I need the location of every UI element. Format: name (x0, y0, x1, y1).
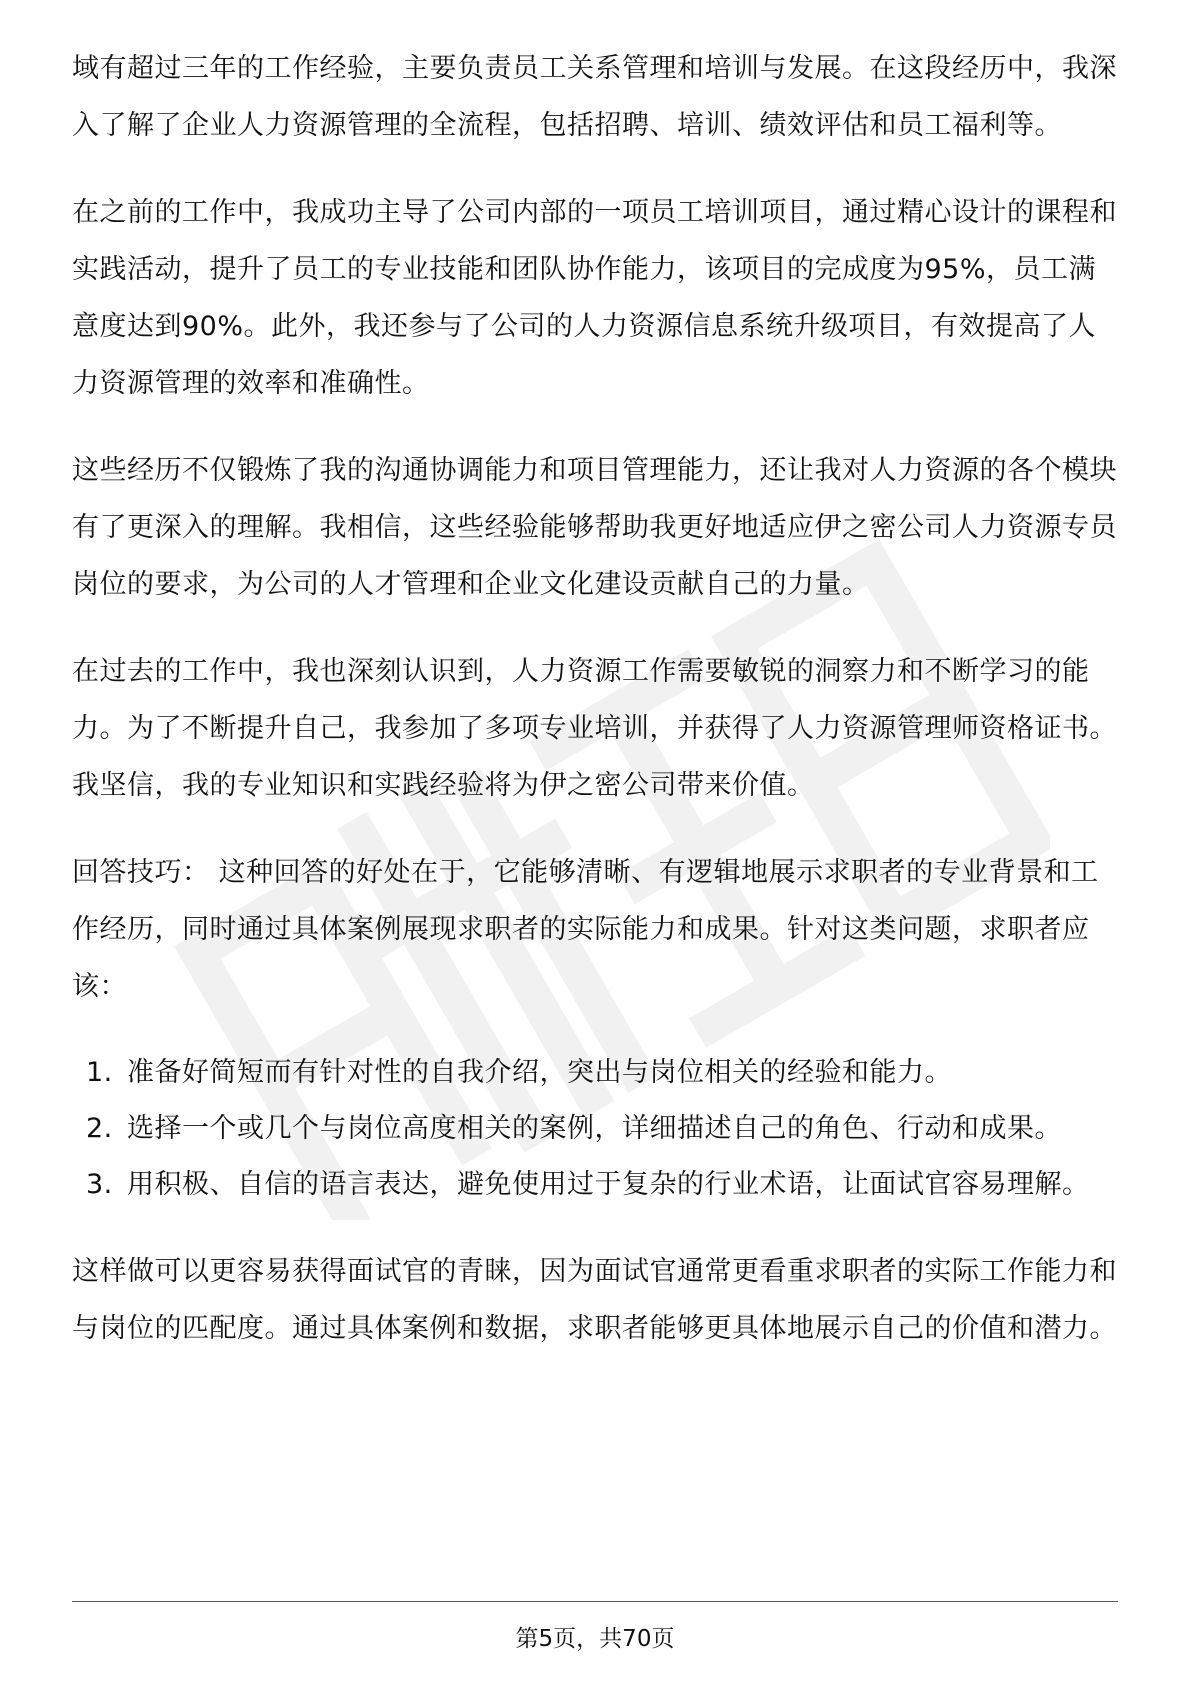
list-item (72, 1157, 1118, 1213)
footer-divider (72, 1601, 1118, 1602)
paragraph-closing: 这样做可以更容易获得面试官的青睐，因为面试官通常更看重求职者的实际工作能力和与岗位的匹配度。通过具体案例和数据，求职者能够更具体地展示自己的价值和潜力。 (72, 1256, 1117, 1344)
list-item-text: 选择一个或几个与岗位高度相关的案例，详细描述自己的角色、行动和成果。 (127, 1113, 1062, 1144)
list-item (72, 1045, 1118, 1101)
list-item-number: 3. (86, 1169, 113, 1200)
paragraph-answer-tips: 回答技巧： 这种回答的好处在于，它能够清晰、有逻辑地展示求职者的专业背景和工作经历，同时通过具体案例展现求职者的实际能力和成果。针对这类问题，求职者应该： (72, 857, 1099, 1002)
list-item-number: 2. (86, 1113, 113, 1144)
list-item-number: 1. (86, 1057, 113, 1088)
list-item (72, 1101, 1118, 1157)
paragraph-training-project: 在之前的工作中，我成功主导了公司内部的一项员工培训项目，通过精心设计的课程和实践活动，提升了员工的专业技能和团队协作能力，该项目的完成度为95%，员工满意度达到90%。此外，我还参与了公司的人力资源信息系统升级项目，有效提高了人力资源管理的效率和准确性。 (72, 197, 1117, 399)
page-number: 第5页，共70页 (515, 1626, 675, 1652)
document-body (72, 40, 1118, 1387)
list-item-text: 用积极、自信的语言表达，避免使用过于复杂的行业术语，让面试官容易理解。 (127, 1169, 1090, 1200)
list-item-text: 准备好简短而有针对性的自我介绍，突出与岗位相关的经验和能力。 (127, 1057, 952, 1088)
tips-list (72, 1045, 1118, 1213)
paragraph-experience-summary: 这些经历不仅锻炼了我的沟通协调能力和项目管理能力，还让我对人力资源的各个模块有了更深入的理解。我相信，这些经验能够帮助我更好地适应伊之密公司人力资源专员岗位的要求，为公司的人才管理和企业文化建设贡献自己的力量。 (72, 455, 1117, 600)
paragraph-intro: 域有超过三年的工作经验，主要负责员工关系管理和培训与发展。在这段经历中，我深入了解了企业人力资源管理的全流程，包括招聘、培训、绩效评估和员工福利等。 (72, 53, 1117, 141)
paragraph-continuous-learning: 在过去的工作中，我也深刻认识到，人力资源工作需要敏锐的洞察力和不断学习的能力。为了不断提升自己，我参加了多项专业培训，并获得了人力资源管理师资格证书。我坚信，我的专业知识和实践经验将为伊之密公司带来价值。 (72, 656, 1117, 801)
